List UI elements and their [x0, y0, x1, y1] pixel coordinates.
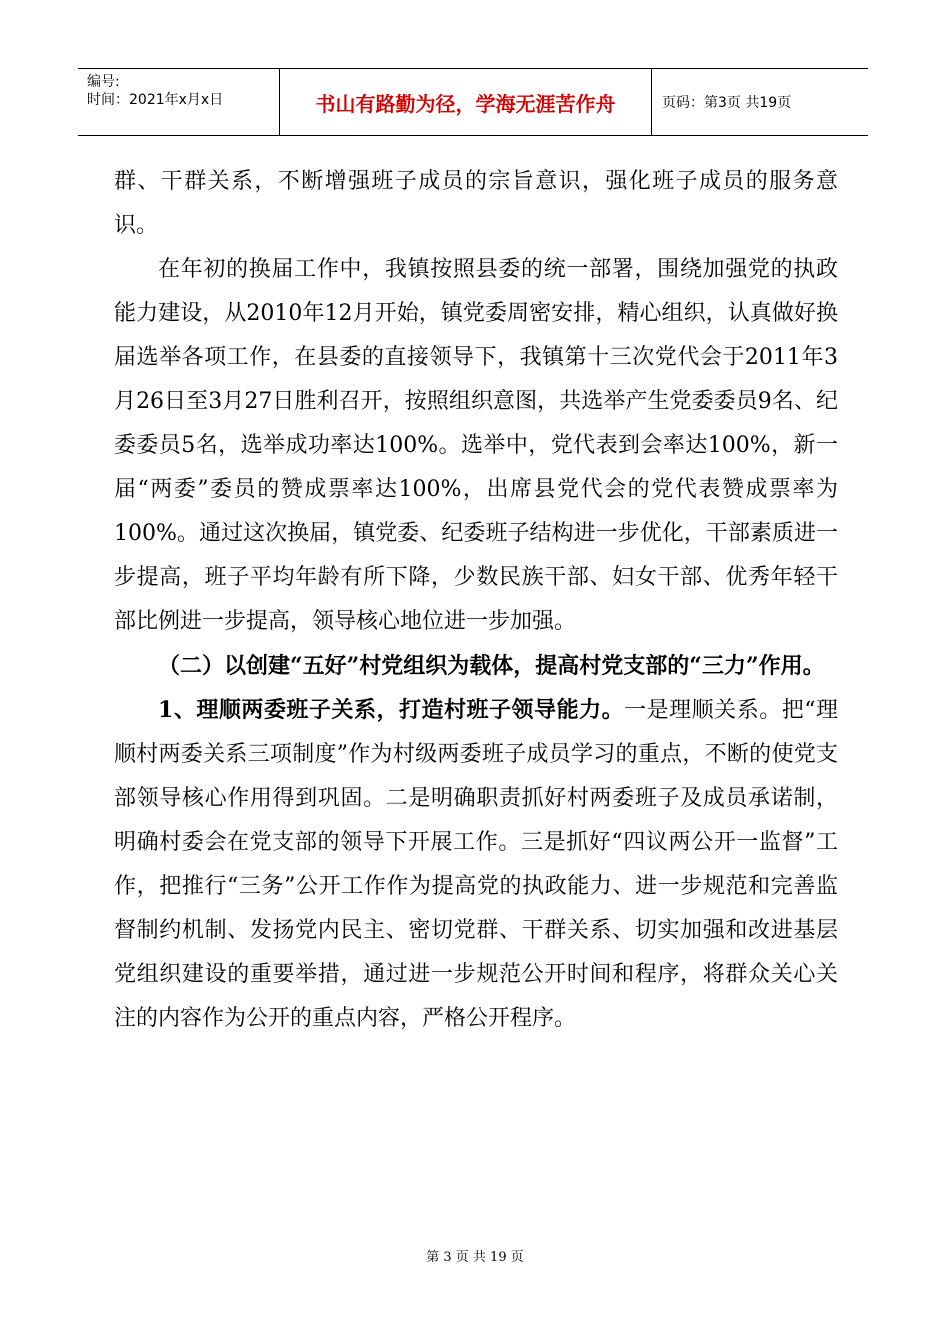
serial-number-label: 编号: — [87, 74, 120, 90]
paragraph-relations — [114, 688, 838, 1041]
paragraph-election: 在年初的换届工作中，我镇按照县委的统一部署，围绕加强党的执政能力建设，从2010年12月开始，镇党委周密安排，精心组织，认真做好换届选举各项工作，在县委的直接领导下，我镇第十三次党代会于2011年3月26日至3月27日胜利召开，按照组织意图，共选举产生党委委员9名、纪委委员5名，选举成功率达100%。选举中，党代表到会率达100%，新一届“两委”委员的赞成票率达100%，出席县党代会的党代表赞成票率为100%。通过这次换届，镇党委、纪委班子结构进一步优化，干部素质进一步提高，班子平均年龄有所下降，少数民族干部、妇女干部、优秀年轻干部比例进一步提高，领导核心地位进一步加强。 — [114, 257, 838, 634]
document-header — [78, 68, 868, 136]
paragraph-continuation: 群、干群关系，不断增强班子成员的宗旨意识，强化班子成员的服务意识。 — [114, 169, 838, 238]
subheading-inline: 1、理顺两委班子关系，打造村班子领导能力。 — [158, 697, 625, 723]
header-motto: 书山有路勤为径，学海无涯苦作舟 — [280, 69, 652, 135]
header-meta — [78, 69, 280, 135]
page-footer: 第 3 页 共 19 页 — [426, 1250, 524, 1265]
document-body — [114, 160, 838, 1041]
section-heading: （二）以创建“五好”村党组织为载体，提高村党支部的“三力”作用。 — [158, 653, 825, 679]
date-label: 时间：2021年x月x日 — [87, 92, 224, 108]
header-page-info: 页码：第3页 共19页 — [662, 95, 792, 111]
paragraph-relations-text: 一是理顺关系。把“理顺村两委关系三项制度”作为村级两委班子成员学习的重点，不断的使党支部领导核心作用得到巩固。二是明确职责抓好村两委班子及成员承诺制，明确村委会在党支部的领导下开展工作。三是抓好“四议两公开一监督”工作，把推行“三务”公开工作作为提高党的执政能力、进一步规范和完善监督制约机制、发扬党内民主、密切党群、干群关系、切实加强和改进基层党组织建设的重要举措，通过进一步规范公开时间和程序，将群众关心关注的内容作为公开的重点内容，严格公开程序。 — [114, 698, 839, 1031]
